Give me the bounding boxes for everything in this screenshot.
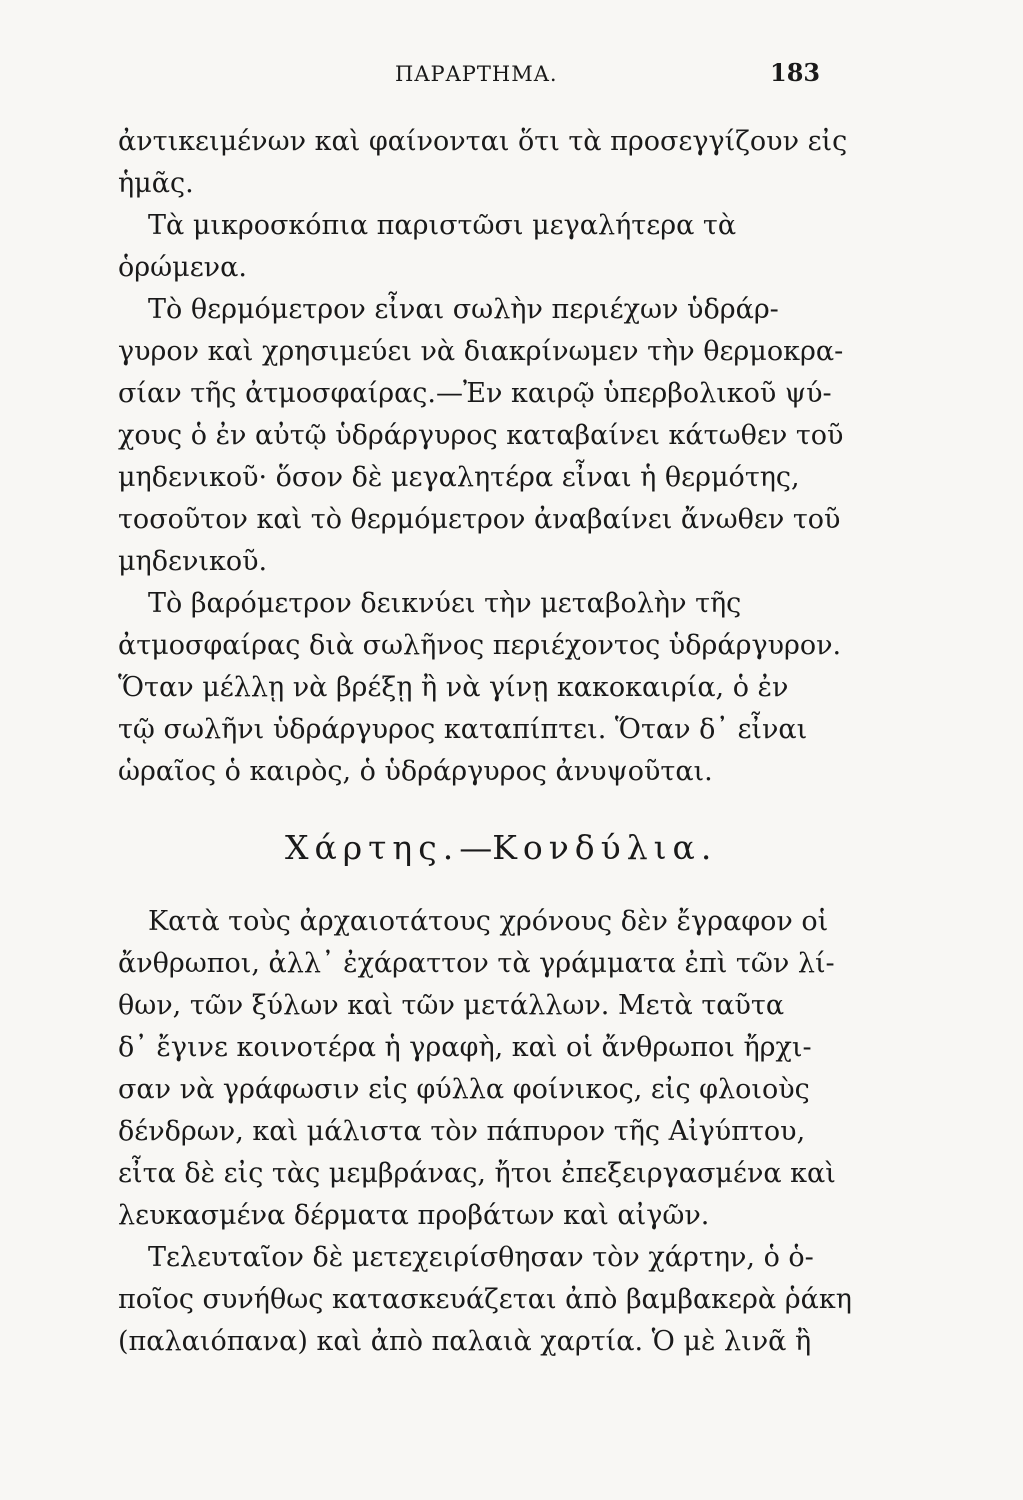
text-line: σίαν τῆς ἀτμοσφαίρας.—Ἐν καιρῷ ὑπερβολικοῦ ψύ-	[118, 378, 832, 409]
section-heading-part-a: Χάρτης.	[285, 828, 460, 867]
text-line: μηδενικοῦ.	[118, 546, 268, 577]
text-line: ὡραῖος ὁ καιρὸς, ὁ ὑδράργυρος ἀνυψοῦται.	[118, 756, 713, 787]
text-line: εἶτα δὲ εἰς τὰς μεμβράνας, ἤτοι ἐπεξειργασμένα καὶ	[118, 1158, 836, 1189]
text-line: Τελευταῖον δὲ μετεχειρίσθησαν τὸν χάρτην, ὁ ὁ-	[148, 1242, 814, 1273]
text-line: Τὰ μικροσκόπια παριστῶσι μεγαλήτερα τὰ	[148, 210, 737, 241]
text-line: δ᾽ ἔγινε κοινοτέρα ἡ γραφὴ, καὶ οἱ ἄνθρωποι ἤρχι-	[118, 1032, 812, 1063]
text-line: ποῖος συνήθως κατασκευάζεται ἀπὸ βαμβακερὰ ῥάκη	[118, 1284, 852, 1315]
section-heading-dash: —	[459, 828, 493, 867]
text-line: ὁρώμενα.	[118, 252, 247, 283]
page-number: 183	[770, 58, 821, 87]
text-line: Ὅταν μέλλῃ νὰ βρέξῃ ἢ νὰ γίνῃ κακοκαιρία, ὁ ἐν	[118, 672, 789, 703]
text-line: Τὸ βαρόμετρον δεικνύει τὴν μεταβολὴν τῆς	[148, 588, 742, 619]
section-heading-part-b: Κονδύλια.	[492, 828, 718, 867]
text-line: ἀντικειμένων καὶ φαίνονται ὅτι τὰ προσεγγίζουν εἰς	[118, 126, 848, 157]
text-line: χους ὁ ἐν αὐτῷ ὑδράργυρος καταβαίνει κάτωθεν τοῦ	[118, 420, 844, 451]
text-line: λευκασμένα δέρματα προβάτων καὶ αἰγῶν.	[118, 1200, 710, 1231]
text-line: (παλαιόπανα) καὶ ἀπὸ παλαιὰ χαρτία. Ὁ μὲ λινᾶ ἢ	[118, 1326, 812, 1357]
text-line: τοσοῦτον καὶ τὸ θερμόμετρον ἀναβαίνει ἄνωθεν τοῦ	[118, 504, 841, 535]
running-title: ΠΑΡΑΡΤΗΜΑ.	[395, 62, 558, 86]
text-line: Κατὰ τοὺς ἀρχαιοτάτους χρόνους δὲν ἔγραφον οἱ	[148, 906, 829, 937]
text-line: ἡμᾶς.	[118, 168, 194, 199]
text-line: Τὸ θερμόμετρον εἶναι σωλὴν περιέχων ὑδράρ-	[148, 294, 779, 325]
section-heading	[285, 828, 717, 867]
text-line: ἀτμοσφαίρας διὰ σωλῆνος περιέχοντος ὑδράργυρον.	[118, 630, 842, 661]
text-line: ἄνθρωποι, ἀλλ᾽ ἐχάραττον τὰ γράμματα ἐπὶ τῶν λί-	[118, 948, 835, 979]
text-line: δένδρων, καὶ μάλιστα τὸν πάπυρον τῆς Αἰγύπτου,	[118, 1116, 806, 1147]
text-line: γυρον καὶ χρησιμεύει νὰ διακρίνωμεν τὴν θερμοκρα-	[118, 336, 844, 367]
text-line: σαν νὰ γράφωσιν εἰς φύλλα φοίνικος, εἰς φλοιοὺς	[118, 1074, 810, 1105]
text-line: θων, τῶν ξύλων καὶ τῶν μετάλλων. Μετὰ ταῦτα	[118, 990, 785, 1021]
text-line: τῷ σωλῆνι ὑδράργυρος καταπίπτει. Ὅταν δ᾽ εἶναι	[118, 714, 808, 745]
text-line: μηδενικοῦ· ὅσον δὲ μεγαλητέρα εἶναι ἡ θερμότης,	[118, 462, 800, 493]
